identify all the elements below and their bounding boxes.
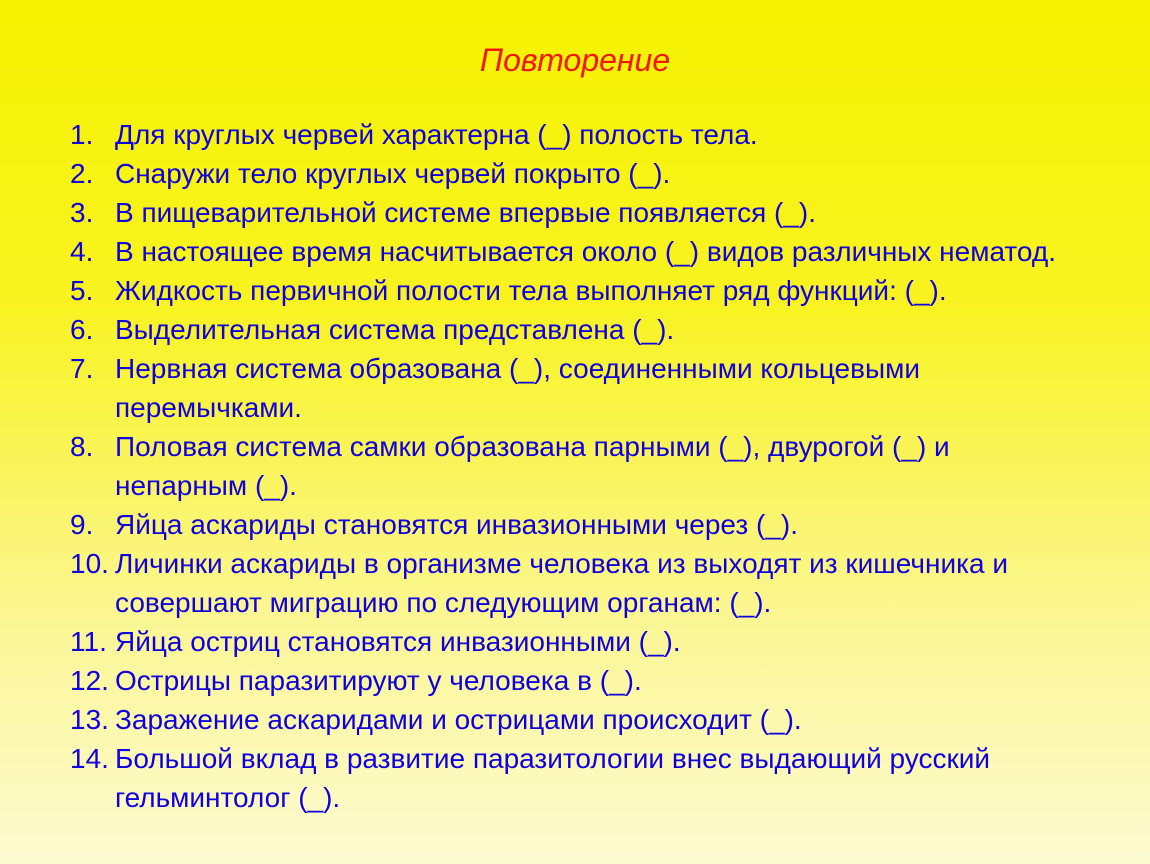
question-number: 4.	[70, 236, 94, 267]
question-item	[70, 427, 1080, 505]
question-item	[70, 232, 1080, 271]
question-text: Нервная система образована (_), соединенными кольцевыми перемычками.	[115, 353, 921, 423]
question-item	[70, 193, 1080, 232]
question-number: 14.	[70, 743, 109, 774]
question-number: 2.	[70, 158, 94, 189]
question-text: Яйца остриц становятся инвазионными (_).	[115, 626, 681, 657]
question-number: 7.	[70, 353, 94, 384]
question-item	[70, 739, 1080, 817]
slide-title: Повторение	[479, 42, 671, 78]
question-number: 9.	[70, 509, 94, 540]
question-item	[70, 544, 1080, 622]
question-item	[70, 154, 1080, 193]
question-number: 5.	[70, 275, 94, 306]
question-text: Выделительная система представлена (_).	[115, 314, 675, 345]
question-item	[70, 505, 1080, 544]
question-item	[70, 271, 1080, 310]
question-text: Заражение аскаридами и острицами происходит (_).	[115, 704, 802, 735]
question-text: Яйца аскариды становятся инвазионными через (_).	[115, 509, 799, 540]
question-number: 13.	[70, 704, 109, 735]
question-item	[70, 622, 1080, 661]
question-number: 10.	[70, 548, 109, 579]
question-text: Личинки аскариды в организме человека из выходят из кишечника и совершают миграцию по следующим органам: (_).	[115, 548, 1008, 618]
question-number: 1.	[70, 119, 94, 150]
question-list	[70, 115, 1080, 817]
question-item	[70, 310, 1080, 349]
question-number: 12.	[70, 665, 109, 696]
question-text: Снаружи тело круглых червей покрыто (_).	[115, 158, 671, 189]
question-text: В настоящее время насчитывается около (_) видов различных нематод.	[115, 236, 1057, 267]
question-text: В пищеварительной системе впервые появляется (_).	[115, 197, 817, 228]
question-item	[70, 700, 1080, 739]
question-text: Острицы паразитируют у человека в (_).	[115, 665, 642, 696]
question-text: Большой вклад в развитие паразитологии внес выдающий русский гельминтолог (_).	[115, 743, 991, 813]
question-item	[70, 115, 1080, 154]
question-number: 3.	[70, 197, 94, 228]
question-number: 6.	[70, 314, 94, 345]
question-number: 8.	[70, 431, 94, 462]
question-item	[70, 661, 1080, 700]
question-item	[70, 349, 1080, 427]
question-text: Жидкость первичной полости тела выполняет ряд функций: (_).	[115, 275, 947, 306]
question-text: Половая система самки образована парными (_), двурогой (_) и непарным (_).	[115, 431, 950, 501]
question-number: 11.	[70, 626, 107, 657]
question-text: Для круглых червей характерна (_) полость тела.	[115, 119, 758, 150]
